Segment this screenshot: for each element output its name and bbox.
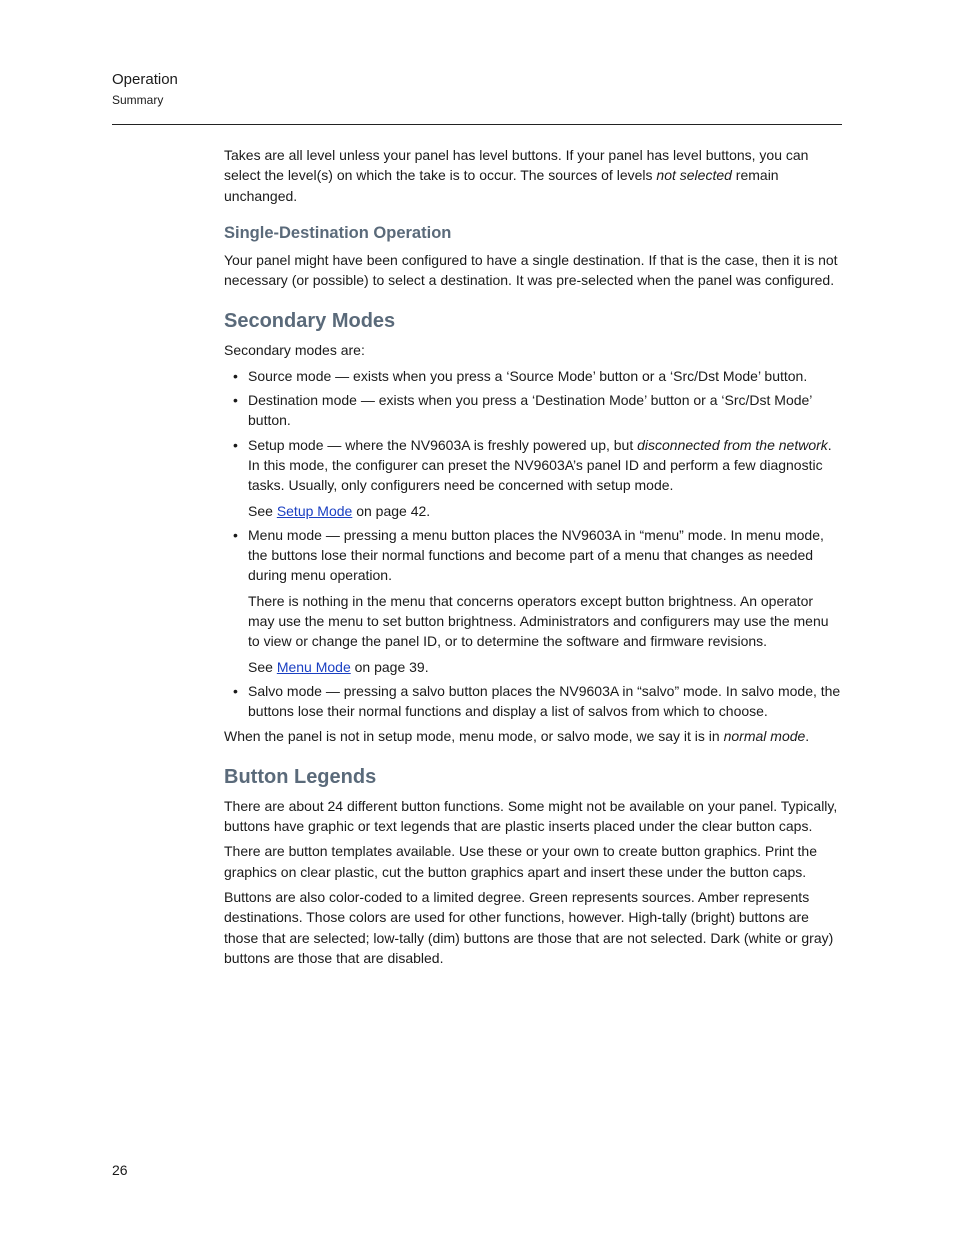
see-prefix: See <box>248 502 277 519</box>
chapter-title: Operation <box>112 71 178 88</box>
list-item-salvo-mode <box>224 681 842 722</box>
intro-text: Takes are all level unless your panel has level buttons. If your panel has level buttons, you can select the level(s) on which the take is to occur. The sources of levels <box>224 147 809 184</box>
button-legends-heading: Button Legends <box>224 765 377 788</box>
see-reference <box>248 501 842 521</box>
bullet: • <box>233 682 238 699</box>
main-content <box>224 145 842 973</box>
list-item-text: Setup mode — where the NV9603A is freshly powered up, but <box>248 436 638 453</box>
list-item-setup-mode <box>224 435 842 521</box>
bullet: • <box>233 526 238 543</box>
secondary-modes-list <box>224 366 842 722</box>
intro-italic: not selected <box>656 167 732 184</box>
closing-text-end: . <box>805 727 810 744</box>
list-item-destination-mode <box>224 390 842 431</box>
page-number: 26 <box>112 1162 128 1178</box>
closing-italic: normal mode <box>723 727 806 744</box>
see-suffix: on page 39. <box>350 658 429 675</box>
menu-mode-detail: There is nothing in the menu that concerns operators except button brightness. An operator may use the menu to set button brightness. Administrators and configurers may use the menu to view or change the panel ID, or to determine the software and firmware revisions. <box>248 592 829 650</box>
closing-text: When the panel is not in setup mode, menu mode, or salvo mode, we say it is in <box>224 727 724 744</box>
intro-paragraph <box>224 145 842 206</box>
intro-text-end: remain unchanged. <box>224 167 779 204</box>
setup-mode-link[interactable]: Setup Mode <box>276 502 353 519</box>
list-item-italic: disconnected from the network <box>637 436 828 453</box>
list-item-source-mode <box>224 366 842 386</box>
single-destination-paragraph: Your panel might have been configured to have a single destination. If that is the case, then it is not necessary (or possible) to select a destination. It was pre-selected when the panel was configured. <box>224 251 838 289</box>
list-item-text-end: . In this mode, the configurer can preset the NV9603A’s panel ID and perform a few diagnostic tasks. Usually, only configurers need be concerned with setup mode. <box>248 436 832 494</box>
see-prefix: See <box>248 658 277 675</box>
bullet: • <box>233 367 238 384</box>
single-destination-heading: Single-Destination Operation <box>224 223 452 242</box>
list-item-text: Source mode — exists when you press a ‘Source Mode’ button or a ‘Src/Dst Mode’ button. <box>248 367 808 384</box>
legends-paragraph-1: There are about 24 different button functions. Some might not be available on your panel. Typically, buttons have graphic or text legends that are plastic inserts placed under the clear button caps. <box>224 797 838 835</box>
list-item-menu-mode <box>224 525 842 677</box>
legends-paragraph-3: Buttons are also color-coded to a limited degree. Green represents sources. Amber represents destinations. Those colors are used for other functions, however. High-tally (bright) buttons are those that are selected; low-tally (dim) buttons are those that are not selected. Dark (white or gray) buttons are those that are disabled. <box>224 889 834 966</box>
legends-paragraph-2: There are button templates available. Use these or your own to create button graphics. Print the graphics on clear plastic, cut the button graphics apart and insert these under the button caps. <box>224 843 817 880</box>
bullet: • <box>233 392 238 409</box>
menu-mode-link[interactable]: Menu Mode <box>276 658 351 675</box>
list-item-text: Salvo mode — pressing a salvo button places the NV9603A in “salvo” mode. In salvo mode, the buttons lose their normal functions and display a list of salvos from which to choose. <box>248 682 841 720</box>
list-item-text: Destination mode — exists when you press a ‘Destination Mode’ button or a ‘Src/Dst Mode’ button. <box>248 392 812 429</box>
list-item-text: Menu mode — pressing a menu button places the NV9603A in “menu” mode. In menu mode, the buttons lose their normal functions and become part of a menu that changes as needed during menu operation. <box>248 526 824 584</box>
header-divider <box>112 124 842 125</box>
section-subtitle: Summary <box>112 93 164 107</box>
secondary-modes-intro: Secondary modes are: <box>224 342 365 359</box>
secondary-modes-heading: Secondary Modes <box>224 310 396 333</box>
see-suffix: on page 42. <box>352 502 431 519</box>
bullet: • <box>233 436 238 453</box>
see-reference <box>248 657 842 677</box>
normal-mode-paragraph <box>224 726 842 746</box>
